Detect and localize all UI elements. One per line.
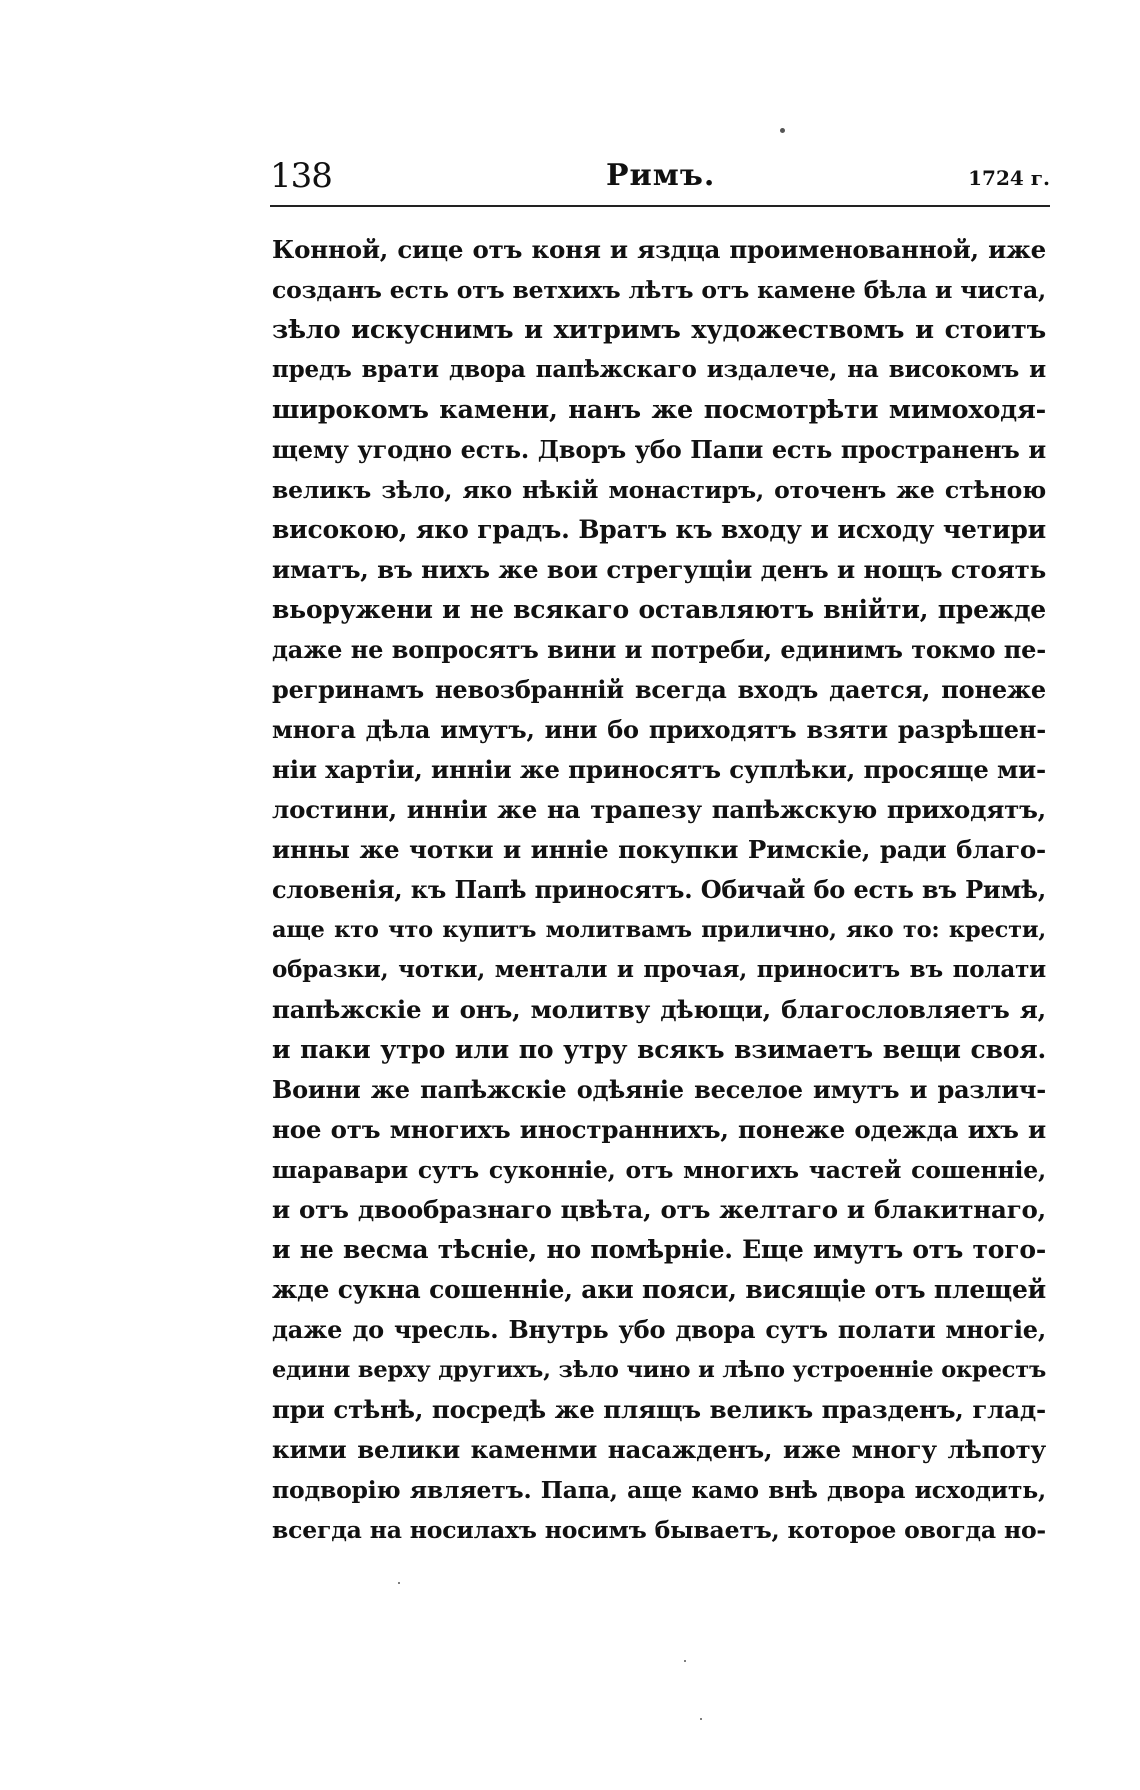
header-year: 1724 г. bbox=[968, 166, 1050, 190]
text-line: созданъ есть отъ ветхихъ лѣтъ отъ камене бѣла и чиста, bbox=[272, 276, 1046, 304]
print-speck bbox=[780, 128, 785, 133]
text-line: кими велики каменми насажденъ, иже многу лѣпоту bbox=[272, 1435, 1046, 1464]
print-speck bbox=[398, 1582, 400, 1584]
text-line: високою, яко градъ. Вратъ къ входу и исходу четири bbox=[272, 515, 1046, 544]
text-line: ное отъ многихъ иностраннихъ, понеже одежда ихъ и bbox=[272, 1115, 1046, 1144]
page-number: 138 bbox=[270, 156, 332, 196]
text-line: лостини, инніи же на трапезу папѣжскую приходятъ, bbox=[272, 795, 1046, 824]
body-text bbox=[272, 230, 1046, 1550]
text-line: Воини же папѣжскіе одѣяніе веселое имутъ и различ- bbox=[272, 1075, 1046, 1104]
text-line: даже не вопросятъ вини и потреби, единимъ токмо пе- bbox=[272, 635, 1046, 664]
text-line: ніи хартіи, инніи же приносятъ суплѣки, просяще ми- bbox=[272, 755, 1046, 784]
text-line: Конной, сице отъ коня и яздца проименованной, иже bbox=[272, 235, 1046, 264]
text-line: аще кто что купитъ молитвамъ прилично, яко то: крести, bbox=[272, 917, 1046, 943]
text-line: инны же чотки и инніе покупки Римскіе, ради благо- bbox=[272, 835, 1046, 864]
text-line: щему угодно есть. Дворъ убо Папи есть пространенъ и bbox=[272, 435, 1046, 464]
text-line: великъ зѣло, яко нѣкій монастиръ, оточенъ же стѣною bbox=[272, 476, 1046, 504]
text-line: и паки утро или по утру всякъ взимаетъ вещи своя. bbox=[272, 1035, 1046, 1064]
text-line: предъ врати двора папѣжскаго издалече, на високомъ и bbox=[272, 356, 1046, 383]
text-line: подворію являетъ. Папа, аще камо внѣ двора исходить, bbox=[272, 1476, 1046, 1504]
text-line: едини верху другихъ, зѣло чино и лѣпо устроенніе окрестъ bbox=[272, 1357, 1046, 1383]
text-line: шаравари сутъ суконніе, отъ многихъ частей сошенніе, bbox=[272, 1156, 1046, 1184]
print-speck bbox=[700, 1718, 702, 1720]
text-line: многа дѣла имутъ, ини бо приходятъ взяти разрѣшен- bbox=[272, 715, 1046, 744]
text-line: регринамъ невозбранній всегда входъ дается, понеже bbox=[272, 675, 1046, 704]
text-line: всегда на носилахъ носимъ бываетъ, которое овогда но- bbox=[272, 1516, 1046, 1544]
text-line: и отъ двообразнаго цвѣта, отъ желтаго и блакитнаго, bbox=[272, 1195, 1046, 1224]
text-line: вьоружени и не всякаго оставляютъ внійти, прежде bbox=[272, 595, 1046, 624]
text-line: словенія, къ Папѣ приносятъ. Обичай бо есть въ Римѣ, bbox=[272, 875, 1046, 904]
print-speck bbox=[684, 1660, 686, 1662]
text-line: иматъ, въ нихъ же вои стрегущіи денъ и нощъ стоять bbox=[272, 555, 1046, 584]
header-rule bbox=[270, 205, 1050, 207]
text-line: зѣло искуснимъ и хитримъ художествомъ и стоитъ bbox=[272, 315, 1046, 345]
text-line: широкомъ камени, нанъ же посмотрѣти мимоходя- bbox=[272, 395, 1046, 425]
text-line: при стѣнѣ, посредѣ же плящъ великъ празденъ, глад- bbox=[272, 1395, 1046, 1424]
page-header bbox=[270, 150, 1050, 210]
text-line: папѣжскіе и онъ, молитву дѣющи, благословляетъ я, bbox=[272, 995, 1046, 1024]
text-line: и не весма тѣсніе, но помѣрніе. Еще имутъ отъ того- bbox=[272, 1235, 1046, 1264]
text-line: даже до чресль. Внутрь убо двора сутъ полати многіе, bbox=[272, 1315, 1046, 1344]
text-line: жде сукна сошенніе, аки пояси, висящіе отъ плещей bbox=[272, 1275, 1046, 1304]
running-title: Римъ. bbox=[606, 158, 716, 193]
text-line: образки, чотки, ментали и прочая, приноситъ въ полати bbox=[272, 956, 1046, 983]
